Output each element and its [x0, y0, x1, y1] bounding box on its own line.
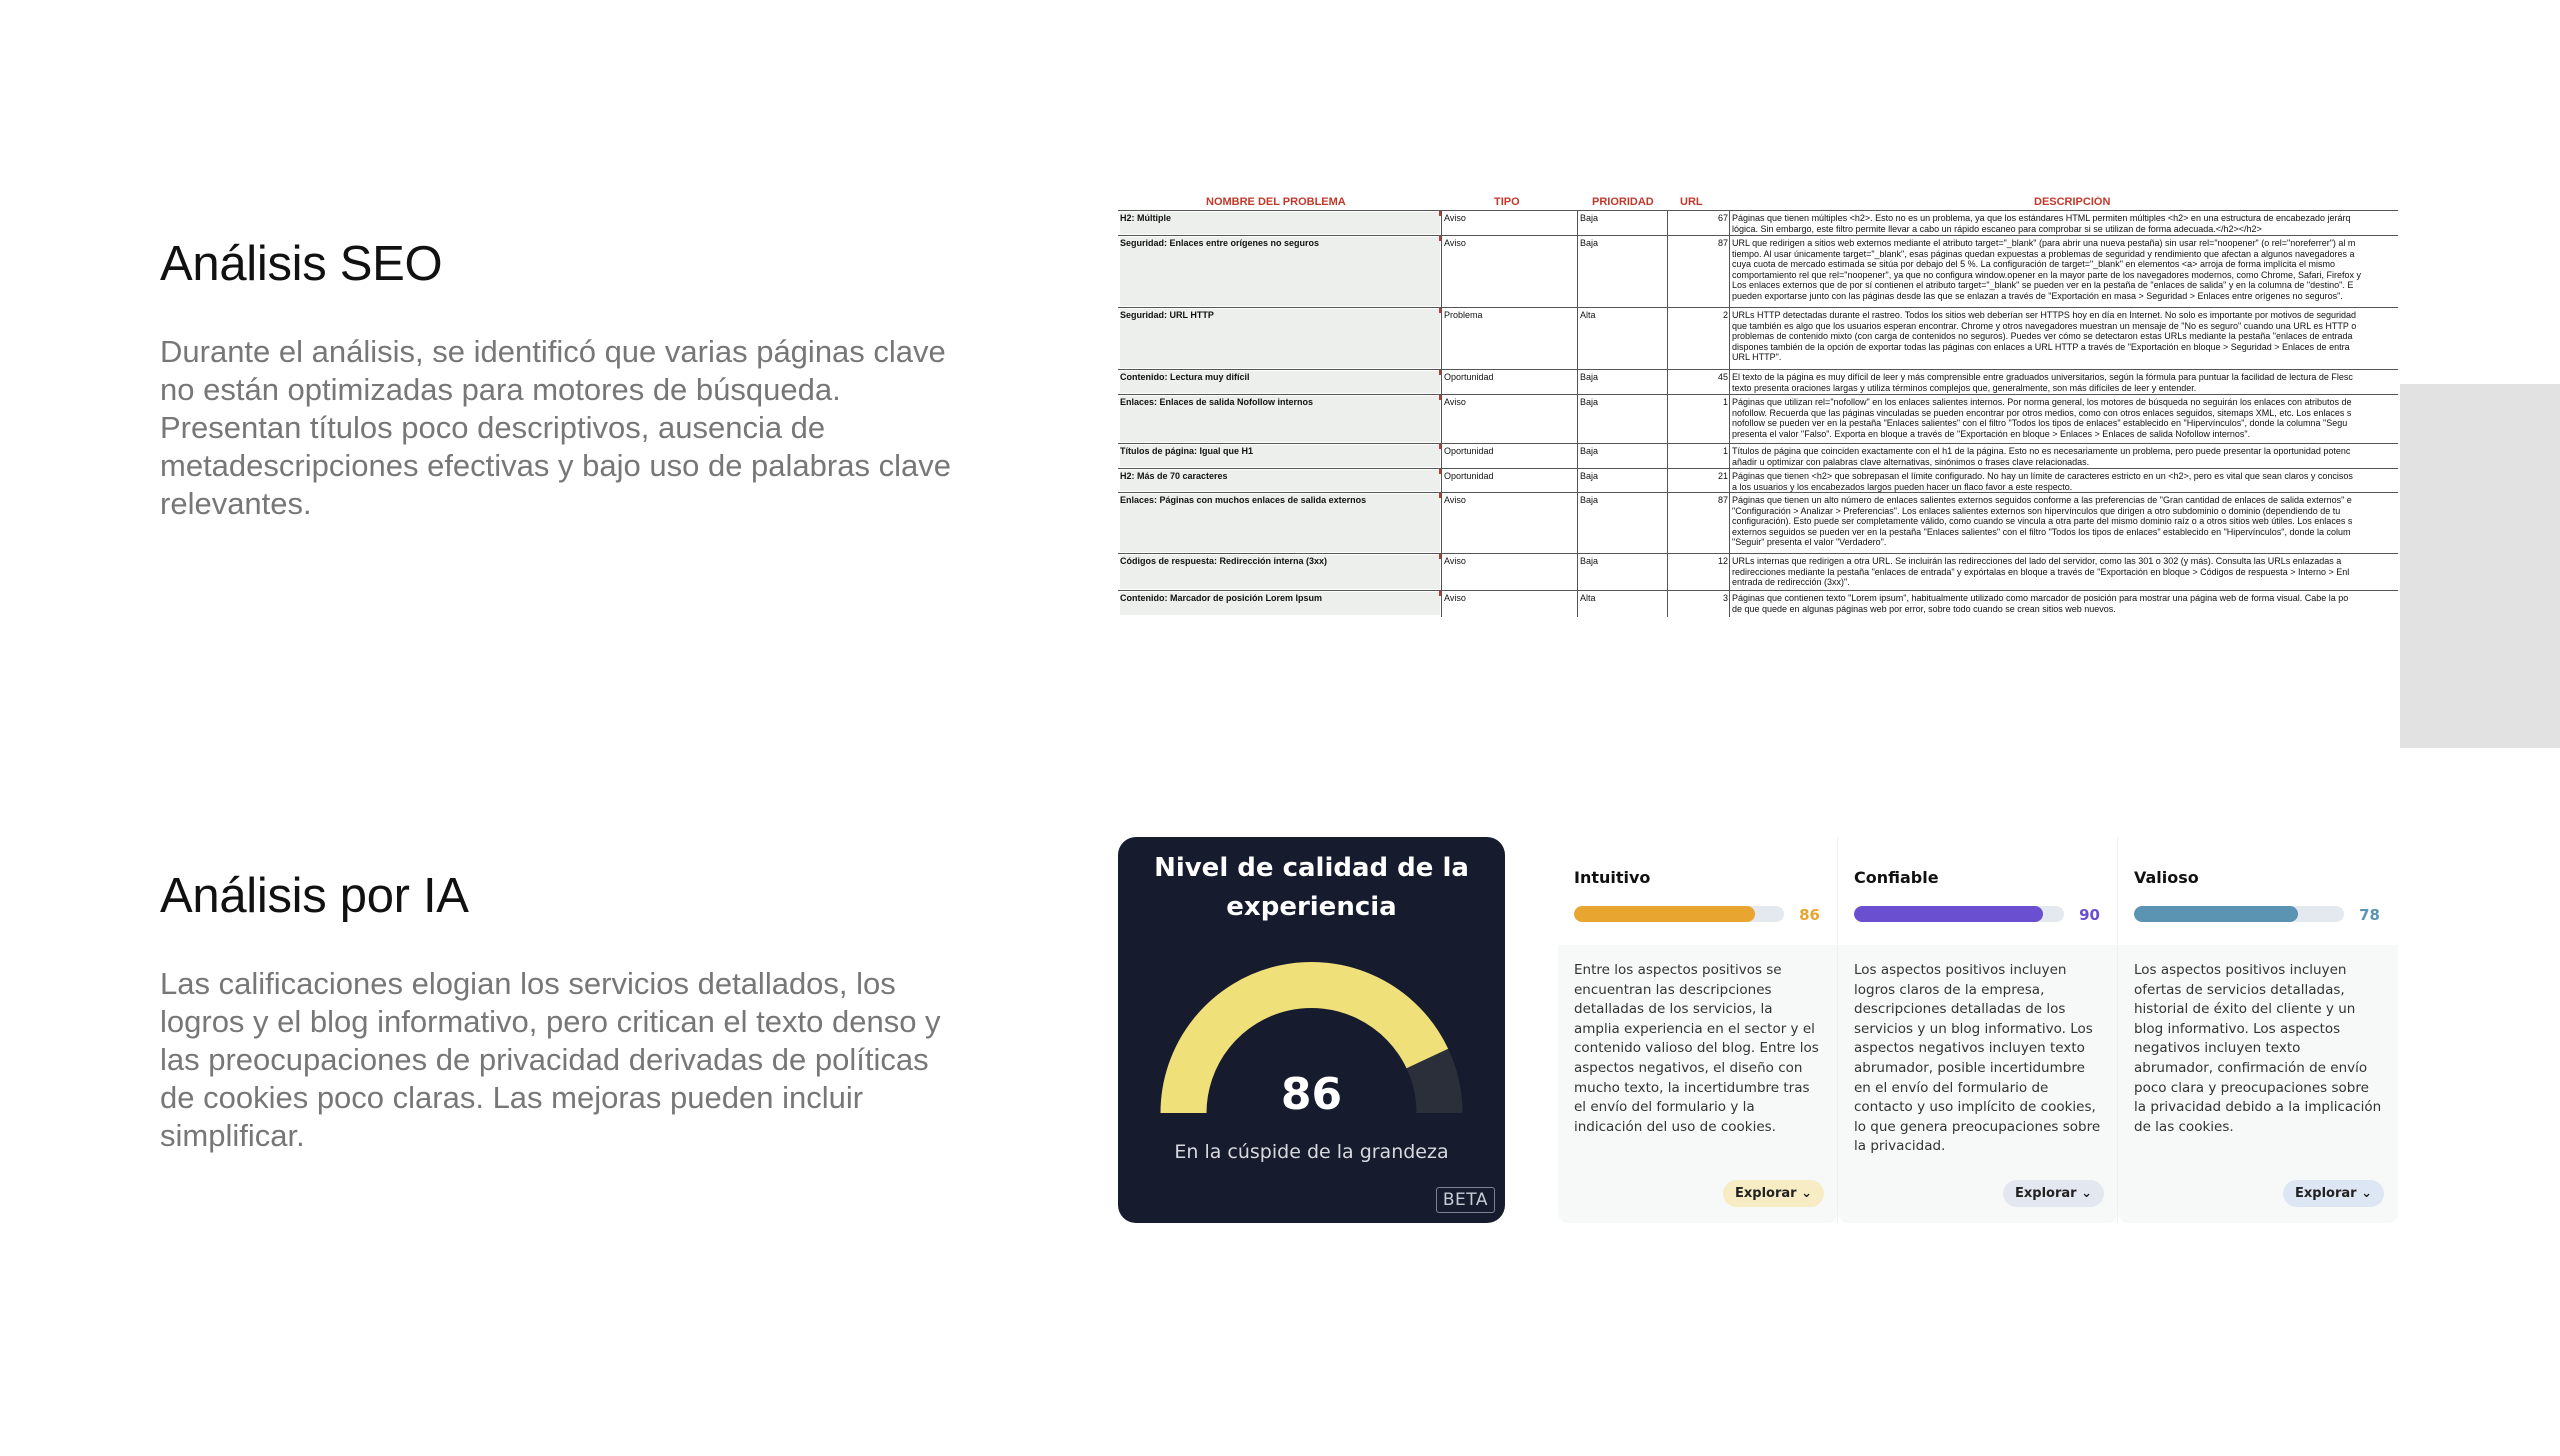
- description-cell: Páginas que contienen texto "Lorem ipsum", habitualmente utilizado como marcador de posición para mostrar una página web de forma visual. Cabe la po de que quede en algunas páginas web por error, sobre todo cuando se crean sitios web nuevos.: [1732, 593, 2349, 614]
- description-cell: Títulos de página que coinciden exactamente con el h1 de la página. Esto no es necesariamente un problema, pero puede presentar la oportunidad potenc añadir u optimizar con palabras clave alternativas, sinónimos o frases clave relacionadas.: [1732, 446, 2351, 467]
- priority-cell: Baja: [1580, 446, 1599, 456]
- metric-card-intuitivo: [1558, 837, 1838, 1223]
- priority-cell: Baja: [1580, 471, 1599, 481]
- issue-name-cell: Enlaces: Enlaces de salida Nofollow internos: [1120, 396, 1440, 442]
- metric-title: Intuitivo: [1574, 868, 1651, 887]
- type-cell: Aviso: [1444, 593, 1466, 603]
- explore-label: Explorar: [1735, 1186, 1797, 1201]
- sheet-row: [1118, 235, 2398, 307]
- sheet-row: [1118, 590, 2398, 616]
- url-count-cell: 67: [1717, 213, 1728, 223]
- metric-divider: [1837, 837, 1838, 1223]
- description-cell: El texto de la página es muy difícil de leer y más comprensible entre graduados universitarios, según la fórmula para puntuar la facilidad de lectura de Flesc texto presenta oraciones largas y utiliza términos complejos que, generalmente, son más difíciles de leer y entender.: [1732, 372, 2353, 393]
- sheet-row: [1118, 443, 2398, 468]
- decorative-grey-block: [2400, 384, 2560, 748]
- priority-cell: Alta: [1580, 593, 1596, 603]
- gauge-caption: En la cúspide de la grandeza: [1174, 1141, 1449, 1163]
- metric-score: 90: [2079, 906, 2100, 924]
- issue-name-cell: Seguridad: Enlaces entre orígenes no seguros: [1120, 237, 1440, 306]
- issue-name-cell: Títulos de página: Igual que H1: [1120, 445, 1440, 467]
- metric-header: [1838, 837, 2118, 945]
- type-cell: Oportunidad: [1444, 372, 1494, 382]
- metric-card-confiable: [1838, 837, 2118, 1223]
- sheet-row: [1118, 492, 2398, 553]
- gauge-title: Nivel de calidad de la experiencia: [1154, 853, 1469, 922]
- description-cell: Páginas que tienen <h2> que sobrepasan el límite configurado. No hay un límite de caracteres estricto en un <h2>, pero es vital que sean claros y concisos a los usuarios y los encabezados largos pueden hacer un flaco favor a este respecto.: [1732, 471, 2353, 492]
- description-cell: Páginas que tienen un alto número de enlaces salientes externos seguidos conforme a las preferencias de "Gran cantidad de enlaces de salida externos" e "Configuración > Analizar > Preferencias". Los enlaces salientes externos son hipervínculos que dirigen a otro subdominio o dominio (dependiendo de tu configuración). Esto puede ser completamente válido, como cuando se vincula a otra parte del mismo dominio raíz o a otros sitios web útiles. Los enlaces s externos seguidos se pueden ver en la pestaña "Enlaces salientes" con el filtro "Todos los tipos de enlaces" establecido en "Hipervínculos", donde la colum "Seguir" presenta el valor "Verdadero".: [1732, 495, 2353, 548]
- issue-name-cell: Códigos de respuesta: Redirección interna (3xx): [1120, 555, 1440, 589]
- url-count-cell: 3: [1722, 593, 1728, 603]
- sheet-header-priority: PRIORIDAD: [1592, 196, 1654, 208]
- sheet-header-url: URL: [1680, 196, 1703, 208]
- type-cell: Aviso: [1444, 556, 1466, 566]
- description-cell: URLs internas que redirigen a otra URL. Se incluirán las redirecciones del lado del servidor, como las 301 o 302 (y más). Consulta las URLs enlazadas a redirecciones mediante la pestaña "enlaces de entrada" y expórtalas en bloque a través de "Exportación en bloque > Códigos de respuesta > Interno > Enl entrada de redirección (3xx)".: [1732, 556, 2350, 588]
- metric-title: Valioso: [2134, 868, 2199, 887]
- explore-label: Explorar: [2295, 1186, 2357, 1201]
- metric-divider: [2117, 837, 2118, 1223]
- metric-progress-bar: [1574, 906, 1784, 922]
- url-count-cell: 87: [1717, 238, 1728, 248]
- explore-button[interactable]: [1723, 1180, 1824, 1207]
- priority-cell: Baja: [1580, 213, 1599, 223]
- explore-button[interactable]: [2003, 1180, 2104, 1207]
- url-count-cell: 2: [1722, 310, 1728, 320]
- url-count-cell: 1: [1722, 397, 1728, 407]
- type-cell: Aviso: [1444, 397, 1466, 407]
- issue-name-cell: Contenido: Lectura muy difícil: [1120, 371, 1440, 393]
- gauge-value: 86: [1280, 1069, 1343, 1120]
- issue-name-cell: H2: Múltiple: [1120, 212, 1440, 234]
- beta-badge: BETA: [1436, 1187, 1495, 1213]
- priority-cell: Baja: [1580, 397, 1599, 407]
- explore-label: Explorar: [2015, 1186, 2077, 1201]
- metric-progress-bar: [2134, 906, 2344, 922]
- sheet-row: [1118, 394, 2398, 443]
- sheet-header-description: DESCRIPCIÓN: [2034, 196, 2111, 208]
- sheet-header-type: TIPO: [1494, 196, 1520, 208]
- metric-header: [2118, 837, 2398, 945]
- sheet-row: [1118, 553, 2398, 590]
- metric-summary: Entre los aspectos positivos se encuentran las descripciones detalladas de los servicios, la amplia experiencia en el sector y el contenido valioso del blog. Entre los aspectos negativos, el diseño con mucho texto, la incertidumbre tras el envío del formulario y la indicación del uso de cookies.: [1574, 962, 1819, 1135]
- sheet-col-divider: [1577, 210, 1578, 617]
- ia-title: Análisis por IA: [160, 869, 469, 923]
- sheet-col-divider: [1441, 210, 1442, 617]
- type-cell: Aviso: [1444, 238, 1466, 248]
- explore-button[interactable]: [2283, 1180, 2384, 1207]
- sheet-col-divider: [1667, 210, 1668, 617]
- priority-cell: Alta: [1580, 310, 1596, 320]
- metric-summary: Los aspectos positivos incluyen logros claros de la empresa, descripciones detalladas de los servicios y un blog informativo. Los aspectos negativos incluyen texto abrumador, posible incertidumbre en el envío del formulario de contacto y uso implícito de cookies, lo que genera preocupaciones sobre la privacidad.: [1854, 962, 2101, 1155]
- description-cell: URL que redirigen a sitios web externos mediante el atributo target="_blank" (para abrir una nueva pestaña) sin usar rel="noopener" (o rel="noreferrer") al m tiempo. Al usar únicamente target="_blank", esas páginas quedan expuestas a problemas de seguridad y rendimiento que afectan a algunos navegadores a cuya cuota de mercado estimada se sitúa por debajo del 5 %. La configuración de target="_blank" en elementos <a> arroja de forma implícita el mismo comportamiento rel que rel="noopener", ya que no configura window.opener en la mayor parte de los navegadores modernos, como Chrome, Safari, Firefox y Los enlaces externos que de por sí contienen el atributo target="_blank" se pueden ver en la pestaña de "enlaces de salida" y en la columna de "destino". E pueden exportarse junto con las páginas desde las que se enlazan a través de "Exportación en masa > Seguridad > Enlaces entre orígenes no seguros".: [1732, 238, 2361, 301]
- ia-description: Las calificaciones elogian los servicios detallados, los logros y el blog informativo, pero critican el texto denso y las preocupaciones de privacidad derivadas de políticas de cookies poco claras. Las mejoras pueden incluir simplificar.: [160, 966, 941, 1153]
- metric-card-valioso: [2118, 837, 2398, 1223]
- metric-progress-fill: [1574, 906, 1755, 922]
- issue-name-cell: Seguridad: URL HTTP: [1120, 309, 1440, 368]
- url-count-cell: 1: [1722, 446, 1728, 456]
- sheet-row: [1118, 307, 2398, 369]
- metric-score: 86: [1799, 906, 1820, 924]
- url-count-cell: 87: [1717, 495, 1728, 505]
- issue-name-cell: Contenido: Marcador de posición Lorem Ipsum: [1120, 592, 1440, 615]
- url-count-cell: 21: [1717, 471, 1728, 481]
- sheet-row: [1118, 468, 2398, 492]
- seo-description: Durante el análisis, se identificó que varias páginas clave no están optimizadas para motores de búsqueda. Presentan títulos poco descriptivos, ausencia de metadescripciones efectivas y bajo uso de palabras clave relevantes.: [160, 334, 951, 521]
- type-cell: Problema: [1444, 310, 1483, 320]
- type-cell: Oportunidad: [1444, 471, 1494, 481]
- metric-title: Confiable: [1854, 868, 1939, 887]
- priority-cell: Baja: [1580, 372, 1599, 382]
- description-cell: URLs HTTP detectadas durante el rastreo. Todos los sitios web deberían ser HTTPS hoy en día en Internet. No solo es importante por motivos de seguridad que también es algo que los usuarios esperan encontrar. Chrome y otros navegadores muestran un mensaje de "No es seguro" cuando una URL es HTTP o problemas de contenido mixto (con carga de contenidos no seguros). Puedes ver cómo se detectaron estas URLs mediante la pestaña "enlaces de entrada dispones también de la opción de exportar todas las páginas con enlaces a URL HTTP a través de "Exportación en bloque > Seguridad > Enlaces de entra URL HTTP".: [1732, 310, 2357, 363]
- experience-quality-card: [1118, 837, 1505, 1223]
- description-cell: Páginas que utilizan rel="nofollow" en los enlaces salientes internos. Por norma general, los motores de búsqueda no seguirán los enlaces con atributos de nofollow. Recuerda que las páginas vinculadas se pueden encontrar por otros medios, como con otros enlaces seguidos, sitemaps XML, etc. Los enlaces s nofollow se pueden ver en la pestaña "Enlaces salientes" con el filtro "Todos los tipos de enlaces" establecido en "Hipervínculos", donde la columna "Segu presenta el valor "Falso". Exporta en bloque a través de "Exportación en bloque > Enlaces > Enlaces de salida Nofollow internos".: [1732, 397, 2352, 439]
- gauge-chart: [1118, 837, 1505, 1223]
- priority-cell: Baja: [1580, 238, 1599, 248]
- priority-cell: Baja: [1580, 556, 1599, 566]
- metric-header: [1558, 837, 1838, 945]
- chevron-down-icon: ⌄: [1801, 1186, 1812, 1201]
- metric-summary: Los aspectos positivos incluyen ofertas de servicios detalladas, historial de éxito del cliente y un blog informativo. Los aspectos negativos incluyen texto abrumador, confirmación de envío poco clara y preocupaciones sobre la privacidad debido a la implicación de las cookies.: [2134, 962, 2382, 1135]
- metric-progress-fill: [2134, 906, 2298, 922]
- sheet-header-name: NOMBRE DEL PROBLEMA: [1206, 196, 1346, 208]
- description-cell: Páginas que tienen múltiples <h2>. Esto no es un problema, ya que los estándares HTML permiten múltiples <h2> en una estructura de encabezado jerárq lógica. Sin embargo, este filtro permite llevar a cabo un rápido escaneo para comprobar si se utilizan de forma adecuada.</h2></h2>: [1732, 213, 2351, 234]
- type-cell: Aviso: [1444, 495, 1466, 505]
- type-cell: Oportunidad: [1444, 446, 1494, 456]
- chevron-down-icon: ⌄: [2361, 1186, 2372, 1201]
- url-count-cell: 12: [1717, 556, 1728, 566]
- sheet-row: [1118, 369, 2398, 394]
- metric-score: 78: [2359, 906, 2380, 924]
- sheet-col-divider: [1729, 210, 1730, 617]
- sheet-row: [1118, 210, 2398, 235]
- issue-name-cell: Enlaces: Páginas con muchos enlaces de salida externos: [1120, 494, 1440, 552]
- type-cell: Aviso: [1444, 213, 1466, 223]
- seo-title: Análisis SEO: [160, 237, 443, 291]
- metric-progress-fill: [1854, 906, 2043, 922]
- metric-progress-bar: [1854, 906, 2064, 922]
- seo-issues-spreadsheet: [1118, 196, 2398, 621]
- issue-name-cell: H2: Más de 70 caracteres: [1120, 470, 1440, 491]
- url-count-cell: 45: [1717, 372, 1728, 382]
- chevron-down-icon: ⌄: [2081, 1186, 2092, 1201]
- priority-cell: Baja: [1580, 495, 1599, 505]
